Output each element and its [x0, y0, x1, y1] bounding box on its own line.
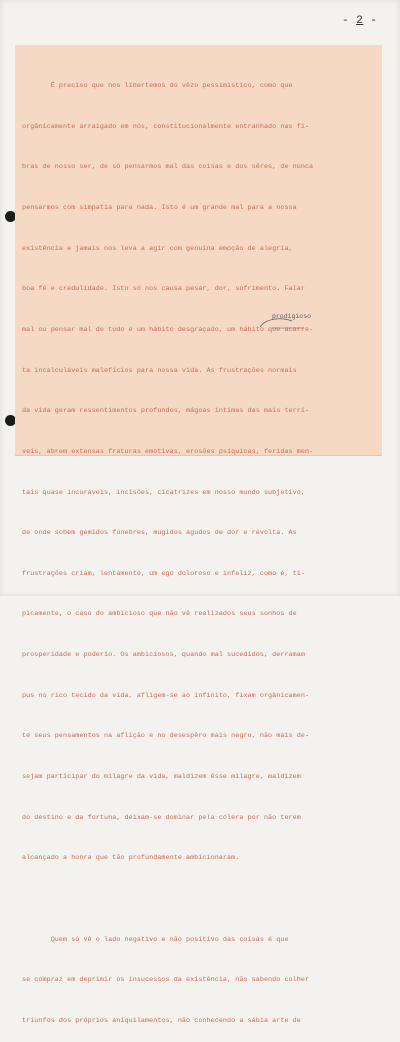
page-number-value: 2 [356, 15, 364, 27]
text-line: É preciso que nos libertemos do vêzo pessimístico, como que [22, 82, 293, 91]
text-line: da vida geram ressentimentos profundos, mágoas íntimas das mais terrí- [22, 407, 310, 416]
text-line: do destino e da fortuna, deixam-se dominar pela cólera por não terem [22, 813, 301, 822]
text-line: pensarmos com simpatia para nada. Isto é um grande mal para a nossa [22, 204, 297, 213]
text-line: frustrações criam, lentamente, um ego doloroso e infeliz, como é, ti- [22, 569, 305, 578]
handwritten-insertion: prodigioso [272, 313, 312, 320]
page-number-prefix: - [342, 15, 357, 27]
text-line: sejam participar do milagre da vida, maldizem êsse milagre, maldizem [22, 772, 301, 781]
page-number [342, 15, 378, 27]
body-text [22, 53, 382, 1042]
text-line: boa fé e credulidade. Isto só nos causa pesar, dor, sofrimento. Falar [22, 285, 305, 294]
text-line: Quem só vê o lado negativo e não positivo das coisas é que [22, 935, 289, 944]
text-line: existência e jamais nos leva a agir com genuína emoção de alegria, [22, 244, 293, 253]
text-line: mal ou pensar mal de tudo é um hábito desgraçado, um hábito que acarre- [22, 325, 314, 334]
text-line: tais quase incuráveis, incisões, cicatrizes em nosso mundo subjetivo, [22, 488, 305, 497]
text-line: te seus pensamentos na aflição e no desespêro mais negro, não mais de- [22, 732, 310, 741]
page-number-suffix: - [363, 15, 378, 27]
text-line: prosperidade e poderio. Os ambiciosos, quando mal sucedidos, derramam [22, 651, 305, 660]
insertion-mark [258, 316, 318, 330]
text-line: bras de nosso ser, de só pensarmos mal das coisas e dos sêres, de nunca [22, 163, 314, 172]
text-line: de onde sobem gemidos fúnebres, mugidos agudos de dor e revolta. As [22, 529, 297, 538]
text-line: se compraz em deprimir os insucessos da existência, não sabendo colher [22, 976, 310, 985]
text-line: ta incalculáveis malefícios para nossa vida. As frustrações normais [22, 366, 297, 375]
text-line: veis, abrem extensas fraturas emotivas, erosões psíquicas, feridas men- [22, 447, 314, 456]
text-line: orgânicamente arraigado em nós, constitucionalmente entranhado nas fi- [22, 122, 310, 131]
text-line: picamente, o caso do ambicioso que não vê realizados seus sonhos de [22, 610, 297, 619]
text-line: pus no rico tecido da vida, afligem-se ao infinito, fixam orgânicamen- [22, 691, 310, 700]
text-line [22, 893, 382, 907]
text-line: alcançado a honra que tão profundamente ambicionaram. [22, 854, 240, 863]
text-line: triunfos dos próprios aniquilamentos, não conhecendo a sábia arte de [22, 1016, 301, 1025]
